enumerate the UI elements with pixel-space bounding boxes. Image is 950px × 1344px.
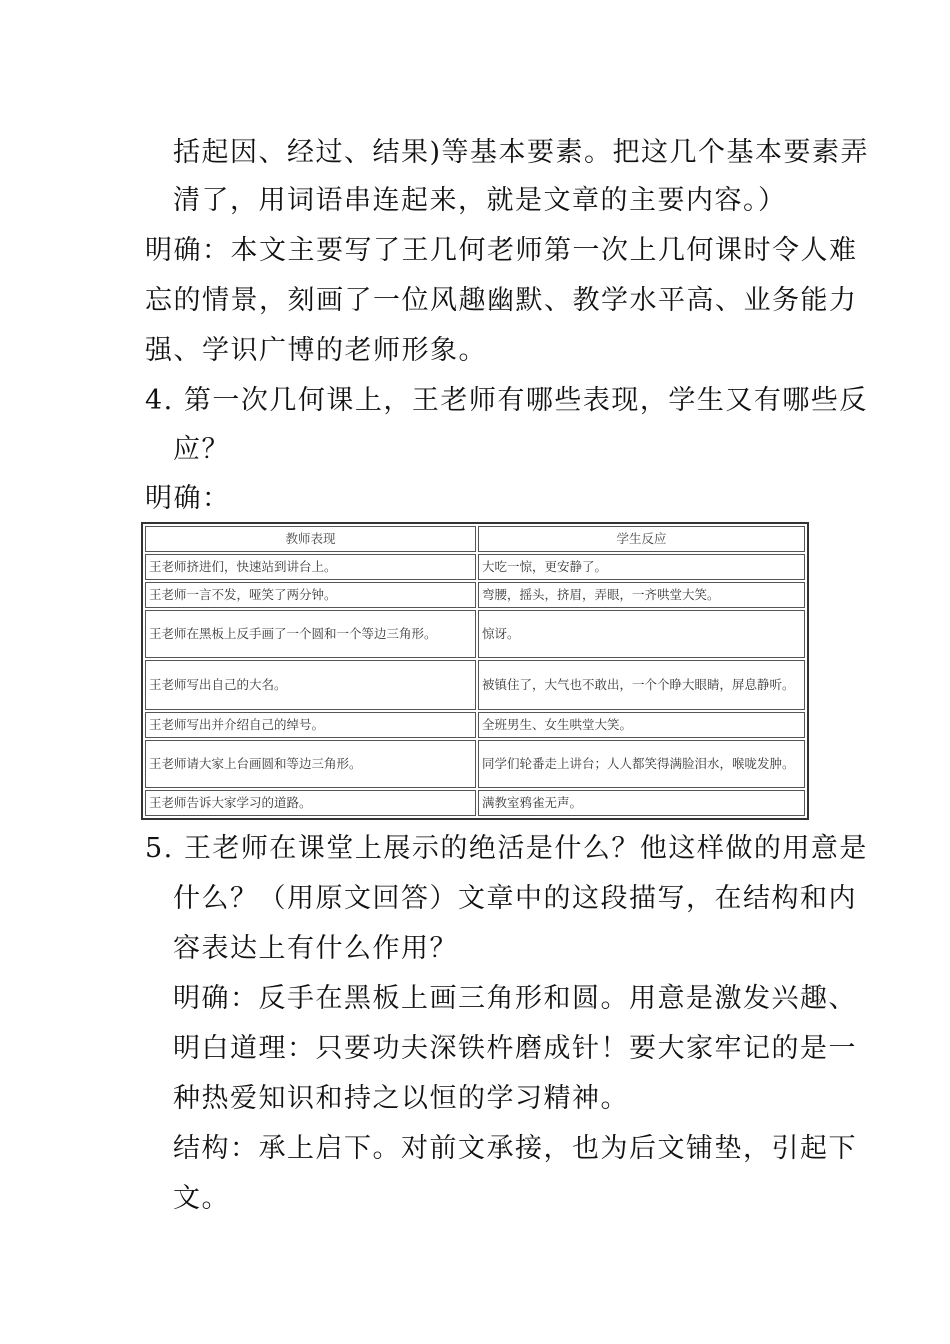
table-cell-student: 弯腰，摇头，挤眉，弄眼，一齐哄堂大笑。	[478, 582, 805, 608]
table-header-row	[145, 526, 805, 552]
paragraph-line: 结构：承上启下。对前文承接，也为后文铺垫，引起下	[173, 1133, 857, 1164]
table-row	[145, 660, 805, 710]
table-header-student: 学生反应	[478, 526, 805, 552]
question-5: 5. 王老师在课堂上展示的绝活是什么？他这样做的用意是	[145, 833, 868, 864]
paragraph-line: 文。	[173, 1183, 230, 1214]
table-cell-teacher: 王老师在黑板上反手画了一个圆和一个等边三角形。	[145, 610, 476, 658]
table-cell-student: 全班男生、女生哄堂大笑。	[478, 712, 805, 738]
table-cell-teacher: 王老师一言不发，哑笑了两分钟。	[145, 582, 476, 608]
answer-label: 明确：	[145, 483, 231, 514]
table-cell-student: 满教室鸦雀无声。	[478, 790, 805, 816]
table-cell-teacher: 王老师写出自己的大名。	[145, 660, 476, 710]
table-cell-teacher: 王老师挤进们，快速站到讲台上。	[145, 554, 476, 580]
table-cell-student: 大吃一惊，更安静了。	[478, 554, 805, 580]
paragraph-line: 什么？（用原文回答）文章中的这段描写，在结构和内	[173, 883, 857, 914]
paragraph-line: 括起因、经过、结果)等基本要素。把这几个基本要素弄	[173, 137, 870, 168]
table-cell-student: 惊讶。	[478, 610, 805, 658]
table-row	[145, 740, 805, 788]
table-header-teacher: 教师表现	[145, 526, 476, 552]
paragraph-line: 明确：本文主要写了王几何老师第一次上几何课时令人难	[145, 235, 858, 266]
table-cell-teacher: 王老师告诉大家学习的道路。	[145, 790, 476, 816]
paragraph-line: 种热爱知识和持之以恒的学习精神。	[173, 1083, 629, 1114]
table-cell-teacher: 王老师写出并介绍自己的绰号。	[145, 712, 476, 738]
paragraph-line: 明白道理：只要功夫深铁杵磨成针！要大家牢记的是一	[173, 1033, 857, 1064]
table-cell-student: 同学们轮番走上讲台；人人都笑得满脸泪水，喉咙发肿。	[478, 740, 805, 788]
table-row	[145, 554, 805, 580]
paragraph-line: 容表达上有什么作用？	[173, 933, 458, 964]
table-row	[145, 712, 805, 738]
table-row	[145, 582, 805, 608]
table-cell-student: 被镇住了，大气也不敢出，一个个睁大眼睛，屏息静听。	[478, 660, 805, 710]
paragraph-line: 明确：反手在黑板上画三角形和圆。用意是激发兴趣、	[173, 983, 857, 1014]
paragraph-line: 清了，用词语串连起来，就是文章的主要内容。）	[173, 185, 787, 216]
table-row	[145, 610, 805, 658]
table-cell-teacher: 王老师请大家上台画圆和等边三角形。	[145, 740, 476, 788]
question-4: 4. 第一次几何课上，王老师有哪些表现，学生又有哪些反	[145, 385, 868, 416]
table-row	[145, 790, 805, 816]
paragraph-line: 应？	[173, 434, 230, 465]
teacher-student-table	[141, 522, 809, 820]
paragraph-line: 强、学识广博的老师形象。	[145, 335, 487, 366]
paragraph-line: 忘的情景，刻画了一位风趣幽默、教学水平高、业务能力	[145, 285, 858, 316]
